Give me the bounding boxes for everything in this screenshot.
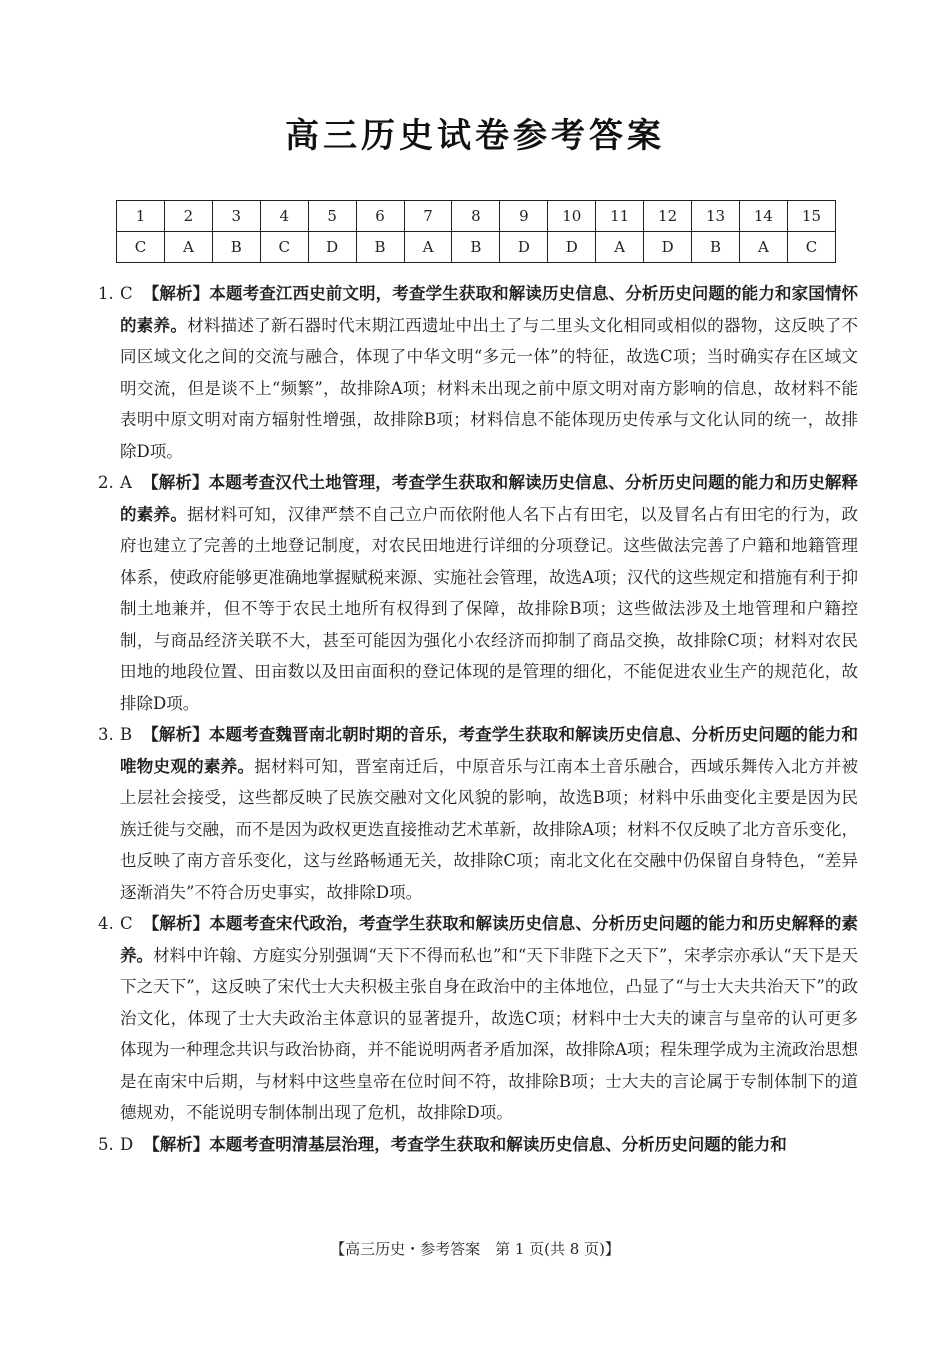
- answer-letter: C: [787, 232, 835, 263]
- question-number: 8: [452, 201, 500, 232]
- answer-letter: B: [356, 232, 404, 263]
- item-analysis-heading: 【解析】本题考查汉代土地管理，考查学生获取和解读历史信息、分析历史问题的能力和历史解释的素养。: [120, 473, 858, 524]
- question-number: 15: [787, 201, 835, 232]
- item-answer: A: [120, 473, 132, 492]
- answer-letter: D: [308, 232, 356, 263]
- answer-letter: B: [452, 232, 500, 263]
- question-number: 10: [548, 201, 596, 232]
- item-analysis-text: 据材料可知，汉律严禁不自己立户而依附他人名下占有田宅，以及冒名占有田宅的行为，政府也建立了完善的土地登记制度，对农民田地进行详细的分项登记。这些做法完善了户籍和地籍管理体系，使政府能够更准确地掌握赋税来源、实施社会管理，故选A项；汉代的这些规定和措施有利于抑制土地兼并，但不等于农民土地所有权得到了保障，故排除B项；这些做法涉及土地管理和户籍控制，与商品经济关联不大，甚至可能因为强化小农经济而抑制了商品交换，故排除C项；材料对农民田地的地段位置、田亩数以及田亩面积的登记体现的是管理的细化，不能促进农业生产的规范化，故排除D项。: [120, 504, 859, 713]
- explanation-item-3: [98, 719, 858, 908]
- item-analysis-text: 材料描述了新石器时代末期江西遗址中出土了与二里头文化相同或相似的器物，这反映了不同区域文化之间的交流与融合，体现了中华文明“多元一体”的特征，故选C项；当时确实存在区域文明交流，但是谈不上“频繁”，故排除A项；材料未出现之前中原文明对南方影响的信息，故材料不能表明中原文明对南方辐射性增强，故排除B项；材料信息不能体现历史传承与文化认同的统一，故排除D项。: [120, 315, 859, 461]
- answer-letter: D: [644, 232, 692, 263]
- answer-letter: A: [739, 232, 787, 263]
- item-body: [120, 908, 858, 1129]
- item-analysis-heading: 【解析】本题考查江西史前文明，考查学生获取和解读历史信息、分析历史问题的能力和家国情怀的素养。: [120, 284, 858, 335]
- answer-letter: C: [260, 232, 308, 263]
- page-footer: 【高三历史・参考答案 第 1 页(共 8 页)】: [330, 1240, 620, 1258]
- item-number: 4.: [98, 914, 114, 933]
- item-body: [120, 1129, 858, 1161]
- explanations: [98, 278, 858, 1160]
- question-number: 4: [260, 201, 308, 232]
- page-title: 高三历史试卷参考答案: [285, 116, 665, 156]
- question-number: 13: [692, 201, 740, 232]
- item-number: 1.: [98, 284, 114, 303]
- answer-letter: B: [692, 232, 740, 263]
- explanation-item-5: [98, 1129, 858, 1161]
- item-answer: D: [120, 1134, 134, 1154]
- item-answer: B: [120, 725, 133, 744]
- answer-key-table: [116, 200, 836, 263]
- explanation-item-1: [98, 278, 858, 467]
- answer-row: [117, 232, 836, 263]
- item-answer: C: [120, 914, 133, 933]
- item-body: [120, 719, 858, 908]
- answer-letter: A: [404, 232, 452, 263]
- question-number: 11: [596, 201, 644, 232]
- question-number: 3: [212, 201, 260, 232]
- question-number: 9: [500, 201, 548, 232]
- answer-letter: C: [117, 232, 165, 263]
- item-analysis-text: 据材料可知，晋室南迁后，中原音乐与江南本土音乐融合，西域乐舞传入北方并被上层社会接受，这些都反映了民族交融对文化风貌的影响，故选B项；材料中乐曲变化主要是因为民族迁徙与交融，而不是因为政权更迭直接推动艺术革新，故排除A项；材料不仅反映了北方音乐变化，也反映了南方音乐变化，这与丝路畅通无关，故排除C项；南北文化在交融中仍保留自身特色，“差异逐渐消失”不符合历史事实，故排除D项。: [120, 756, 859, 902]
- question-number: 14: [739, 201, 787, 232]
- question-number: 12: [644, 201, 692, 232]
- question-number: 6: [356, 201, 404, 232]
- item-body: [120, 467, 858, 719]
- item-body: [120, 278, 858, 467]
- explanation-item-4: [98, 908, 858, 1129]
- item-analysis-heading: 【解析】本题考查明清基层治理，考查学生获取和解读历史信息、分析历史问题的能力和: [143, 1134, 787, 1154]
- item-analysis-heading: 【解析】本题考查魏晋南北朝时期的音乐，考查学生获取和解读历史信息、分析历史问题的能力和唯物史观的素养。: [120, 725, 858, 776]
- answer-letter: B: [212, 232, 260, 263]
- answer-letter: A: [164, 232, 212, 263]
- item-answer: C: [120, 284, 133, 303]
- question-number-row: [117, 201, 836, 232]
- item-number: 5.: [98, 1134, 114, 1154]
- question-number: 2: [164, 201, 212, 232]
- answer-letter: D: [548, 232, 596, 263]
- question-number: 5: [308, 201, 356, 232]
- question-number: 7: [404, 201, 452, 232]
- item-number: 2.: [98, 473, 114, 492]
- item-analysis-heading: 【解析】本题考查宋代政治，考查学生获取和解读历史信息、分析历史问题的能力和历史解释的素养。: [120, 914, 858, 965]
- question-number: 1: [117, 201, 165, 232]
- explanation-item-2: [98, 467, 858, 719]
- answer-letter: D: [500, 232, 548, 263]
- answer-letter: A: [596, 232, 644, 263]
- item-number: 3.: [98, 725, 114, 744]
- item-analysis-text: 材料中许翰、方庭实分别强调“天下不得而私也”和“天下非陛下之天下”，宋孝宗亦承认“天下是天下之天下”，这反映了宋代士大夫积极主张自身在政治中的主体地位，凸显了“与士大夫共治天下”的政治文化，体现了士大夫政治主体意识的显著提升，故选C项；材料中士大夫的谏言与皇帝的认可更多体现为一种理念共识与政治协商，并不能说明两者矛盾加深，故排除A项；程朱理学成为主流政治思想是在南宋中后期，与材料中这些皇帝在位时间不符，故排除B项；士大夫的言论属于专制体制下的道德规劝，不能说明专制体制出现了危机，故排除D项。: [120, 945, 858, 1122]
